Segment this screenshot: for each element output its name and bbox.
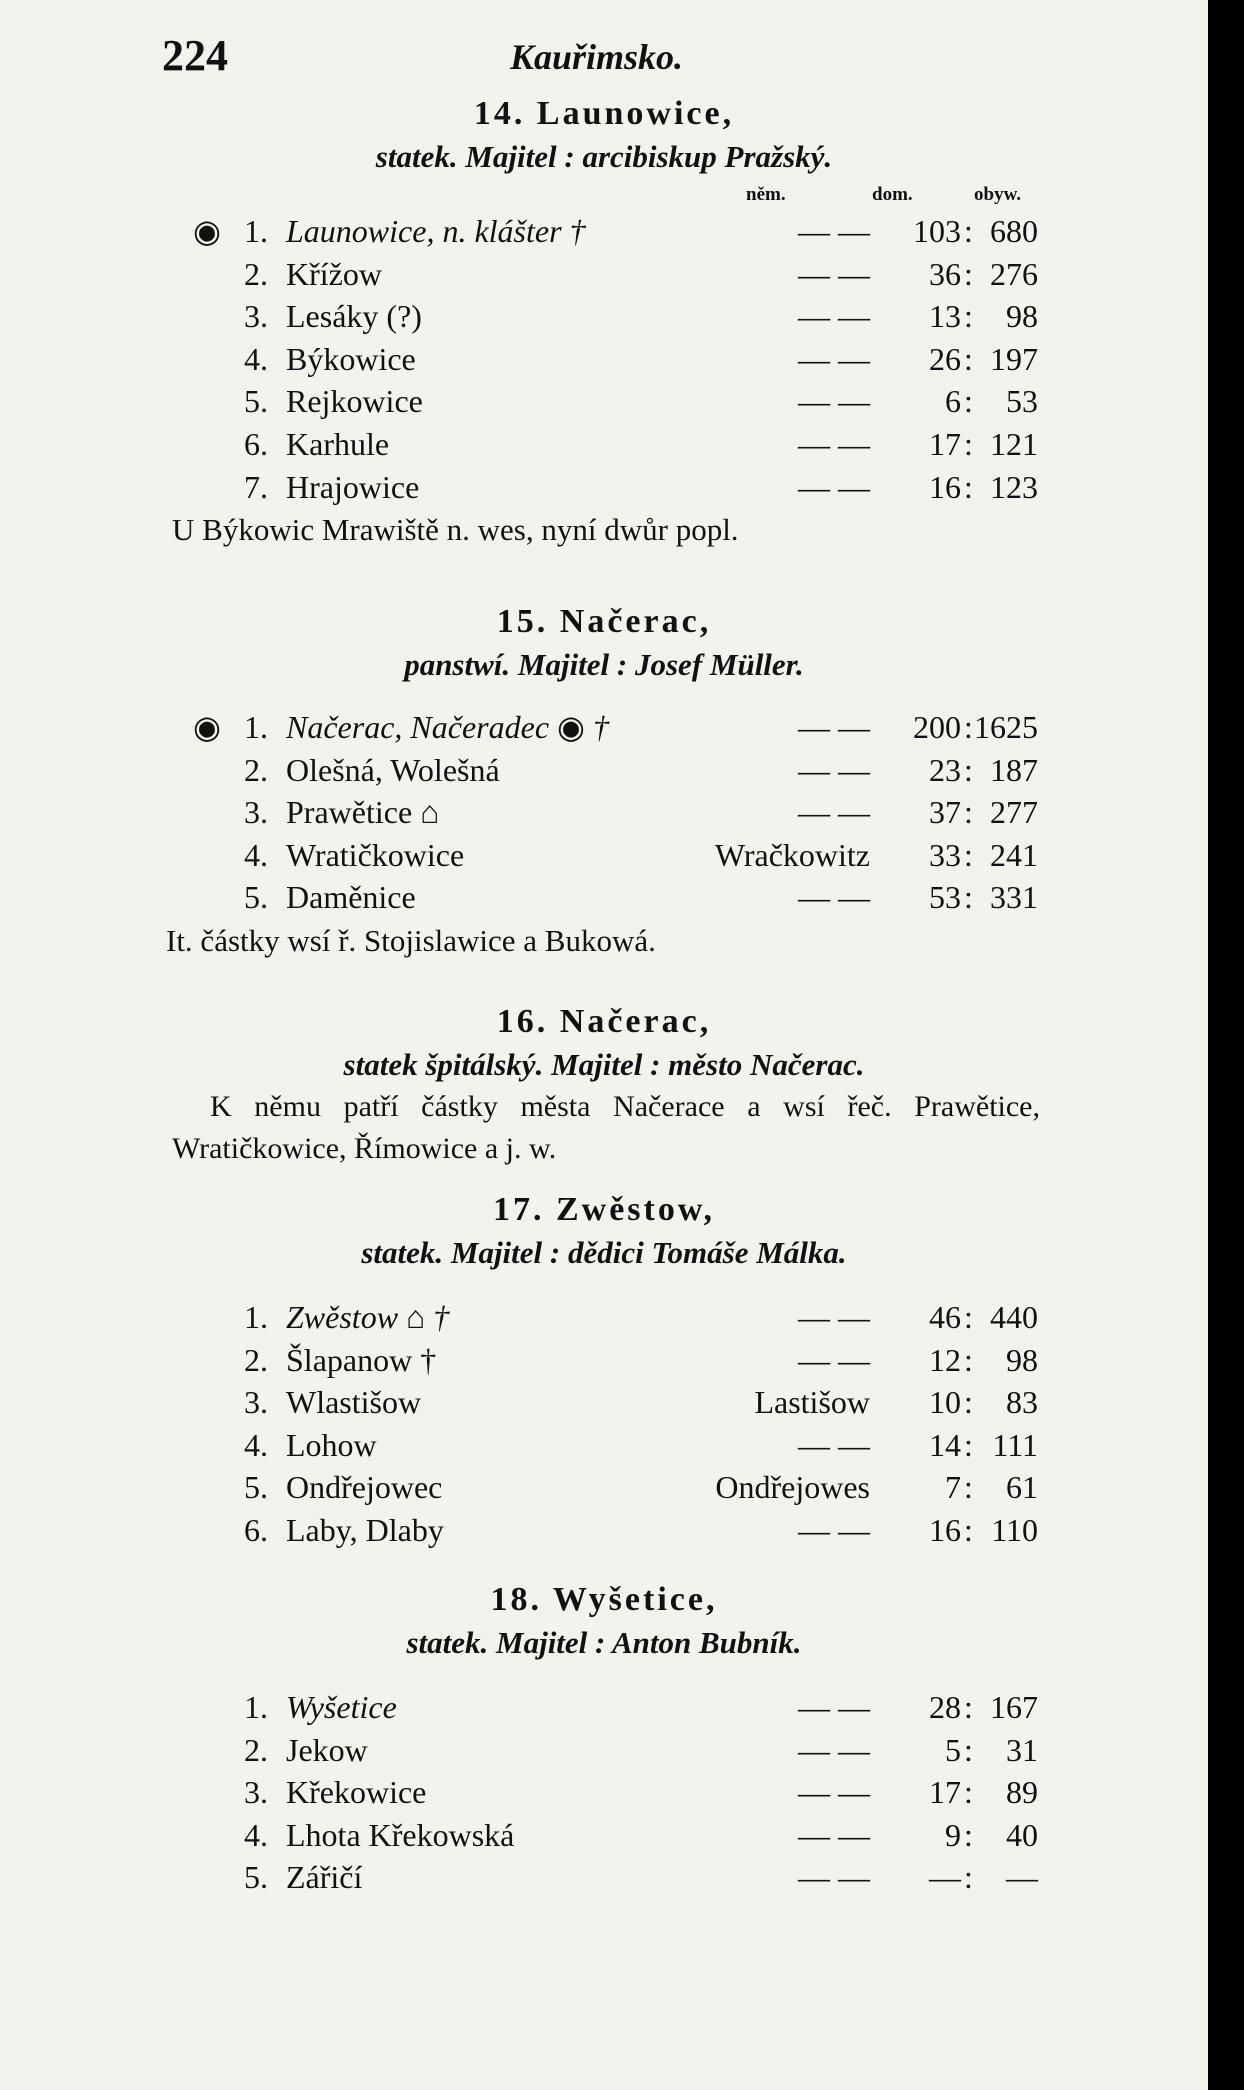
row-mark-icon: ◉ [193, 709, 221, 745]
row-number: 4. [244, 1816, 268, 1853]
row-number: 5. [244, 383, 268, 420]
row-number: 6. [244, 425, 268, 462]
inhabitants-count: 331 [990, 879, 1038, 916]
table-row [0, 423, 1208, 466]
row-number: 5. [244, 1859, 268, 1896]
place-name: Daměnice [286, 879, 416, 916]
german-name: — — [798, 1511, 870, 1548]
table-row [0, 1856, 1208, 1899]
ratio-colon: : [964, 751, 973, 788]
table-rows [0, 706, 1208, 919]
houses-count: 200 [913, 709, 961, 745]
houses-count: 10 [929, 1384, 961, 1421]
row-number: 3. [244, 1774, 268, 1811]
place-name: Lhota Křekowská [286, 1816, 515, 1853]
table-row [0, 1339, 1208, 1382]
ratio-colon: : [964, 1426, 973, 1463]
ratio-colon: : [964, 794, 973, 831]
ratio-colon: : [964, 1341, 973, 1378]
german-name: — — [798, 468, 870, 505]
scan-edge [1208, 0, 1244, 2090]
inhabitants-count: 89 [1006, 1774, 1038, 1811]
houses-count: 17 [929, 425, 961, 462]
table-row [0, 791, 1208, 834]
inhabitants-count: 680 [990, 213, 1038, 249]
houses-count: 53 [929, 879, 961, 916]
ratio-colon: : [964, 1511, 973, 1548]
section-note: It. částky wsí ř. Stojislawice a Bukowá. [166, 922, 656, 958]
section-paragraph: K němu patří částky města Načerace a wsí řeč. Prawětice, Wratičkowice, Římowice a j. w. [172, 1090, 1040, 1165]
place-name: Wyšetice [286, 1689, 397, 1725]
inhabitants-count: 1625 [974, 709, 1038, 745]
row-number: 4. [244, 836, 268, 873]
table-row [0, 834, 1208, 877]
german-name: — — [798, 340, 870, 377]
section-subtitle: statek. Majitel : arcibiskup Pražský. [375, 139, 833, 174]
german-name: — — [798, 1341, 870, 1378]
col-nem: něm. [746, 184, 786, 205]
table-rows [0, 1686, 1208, 1899]
ratio-colon: : [964, 383, 973, 420]
row-number: 5. [244, 879, 268, 916]
houses-count: 23 [929, 751, 961, 788]
section-subtitle: statek. Majitel : dědici Tomáše Málka. [361, 1235, 847, 1270]
inhabitants-count: 187 [990, 751, 1038, 788]
row-number: 1. [244, 1689, 268, 1725]
inhabitants-count: 277 [990, 794, 1038, 831]
place-name: Zářičí [286, 1859, 363, 1896]
section-18 [0, 1578, 1208, 1899]
inhabitants-count: 276 [990, 255, 1038, 292]
houses-count: 7 [945, 1469, 961, 1506]
houses-count: 16 [929, 1511, 961, 1548]
table-row [0, 380, 1208, 423]
row-number: 4. [244, 340, 268, 377]
place-name: Lohow [286, 1426, 377, 1463]
row-number: 2. [244, 255, 268, 292]
inhabitants-count: 111 [992, 1426, 1038, 1463]
row-number: 1. [244, 213, 268, 249]
inhabitants-count: 167 [990, 1689, 1038, 1725]
inhabitants-count: 83 [1006, 1384, 1038, 1421]
place-name: Olešná, Wolešná [286, 751, 500, 788]
ratio-colon: : [964, 425, 973, 462]
place-name: Býkowice [286, 340, 416, 377]
ratio-colon: : [964, 1816, 973, 1853]
place-name: Karhule [286, 425, 390, 462]
german-name: — — [798, 1689, 870, 1725]
place-name: Wratičkowice [286, 836, 465, 873]
houses-count: 9 [945, 1816, 961, 1853]
ratio-colon: : [964, 709, 973, 745]
place-name: Rejkowice [286, 383, 423, 420]
ratio-colon: : [964, 1774, 973, 1811]
place-name: Launowice, n. klášter † [286, 213, 586, 249]
german-name: — — [798, 879, 870, 916]
section-note: U Býkowic Mrawiště n. wes, nyní dwůr popl. [172, 512, 739, 548]
table-rows [0, 210, 1208, 508]
table-row [0, 466, 1208, 509]
table-row [0, 1686, 1208, 1729]
place-name: Laby, Dlaby [286, 1511, 444, 1548]
ratio-colon: : [964, 1469, 973, 1506]
german-name: — — [798, 425, 870, 462]
row-number: 2. [244, 1341, 268, 1378]
ratio-colon: : [964, 255, 973, 292]
table-row [0, 1509, 1208, 1552]
row-number: 2. [244, 1731, 268, 1768]
inhabitants-count: 110 [991, 1511, 1038, 1548]
section-title: 15. Načerac, [496, 603, 712, 640]
houses-count: 28 [929, 1689, 961, 1725]
houses-count: 17 [929, 1774, 961, 1811]
table-row [0, 1381, 1208, 1424]
place-name: Prawětice ⌂ [286, 794, 440, 831]
houses-count: 6 [945, 383, 961, 420]
german-name: — — [798, 751, 870, 788]
row-number: 1. [244, 1299, 268, 1335]
houses-count: 5 [945, 1731, 961, 1768]
row-number: 6. [244, 1511, 268, 1548]
row-mark-icon: ◉ [193, 213, 221, 249]
place-name: Ondřejowec [286, 1469, 443, 1506]
running-title: Kauřimsko. [510, 37, 684, 77]
page-header [0, 30, 1208, 90]
column-headers [0, 178, 1208, 210]
inhabitants-count: — [1006, 1859, 1038, 1896]
german-name: — — [798, 1731, 870, 1768]
place-name: Lesáky (?) [286, 298, 422, 335]
row-number: 3. [244, 298, 268, 335]
table-rows [0, 1296, 1208, 1552]
ratio-colon: : [964, 836, 973, 873]
german-name: — — [798, 1816, 870, 1853]
german-name: Lastišow [754, 1384, 870, 1421]
houses-count: 26 [929, 340, 961, 377]
houses-count: 103 [913, 213, 961, 249]
table-row [0, 749, 1208, 792]
german-name: — — [798, 213, 870, 249]
row-number: 7. [244, 468, 268, 505]
row-number: 1. [244, 709, 268, 745]
german-name: — — [798, 709, 870, 745]
row-number: 3. [244, 794, 268, 831]
table-row [0, 1814, 1208, 1857]
place-name: Hrajowice [286, 468, 420, 505]
ratio-colon: : [964, 1859, 973, 1896]
row-number: 3. [244, 1384, 268, 1421]
section-subtitle: statek. Majitel : Anton Bubník. [406, 1625, 802, 1660]
col-obyw: obyw. [974, 184, 1021, 205]
section-17 [0, 1188, 1208, 1552]
place-name: Jekow [286, 1731, 368, 1768]
houses-count: 12 [929, 1341, 961, 1378]
german-name: — — [798, 1426, 870, 1463]
ratio-colon: : [964, 1689, 973, 1725]
german-name: — — [798, 1859, 870, 1896]
section-title: 17. Zwěstow, [492, 1191, 716, 1228]
section-title: 16. Načerac, [496, 1003, 712, 1040]
section-title: 14. Launowice, [473, 95, 735, 132]
houses-count: 46 [929, 1299, 961, 1335]
table-row [0, 1296, 1208, 1339]
col-dom: dom. [872, 184, 913, 205]
table-row [0, 338, 1208, 381]
inhabitants-count: 98 [1006, 298, 1038, 335]
german-name: — — [798, 1299, 870, 1335]
section-subtitle: statek špitálský. Majitel : město Načerac. [343, 1047, 865, 1082]
ratio-colon: : [964, 1731, 973, 1768]
ratio-colon: : [964, 298, 973, 335]
place-name: Wlastišow [286, 1384, 422, 1421]
table-row [0, 1424, 1208, 1467]
table-row [0, 706, 1208, 749]
inhabitants-count: 440 [990, 1299, 1038, 1335]
houses-count: 37 [929, 794, 961, 831]
ratio-colon: : [964, 1384, 973, 1421]
inhabitants-count: 61 [1006, 1469, 1038, 1506]
ratio-colon: : [964, 340, 973, 377]
inhabitants-count: 53 [1006, 383, 1038, 420]
table-row [0, 295, 1208, 338]
inhabitants-count: 40 [1006, 1816, 1038, 1853]
place-name: Zwěstow ⌂ † [286, 1299, 450, 1335]
table-row [0, 1466, 1208, 1509]
place-name: Šlapanow † [286, 1341, 437, 1378]
section-15 [0, 600, 1208, 963]
table-row [0, 1729, 1208, 1772]
table-row [0, 210, 1208, 253]
table-row [0, 1771, 1208, 1814]
inhabitants-count: 98 [1006, 1341, 1038, 1378]
place-name: Křekowice [286, 1774, 427, 1811]
section-14 [0, 92, 1208, 552]
row-number: 4. [244, 1426, 268, 1463]
ratio-colon: : [964, 213, 973, 249]
place-name: Křížow [286, 255, 382, 292]
german-name: — — [798, 794, 870, 831]
houses-count: 16 [929, 468, 961, 505]
inhabitants-count: 121 [990, 425, 1038, 462]
row-number: 2. [244, 751, 268, 788]
inhabitants-count: 123 [990, 468, 1038, 505]
german-name: — — [798, 1774, 870, 1811]
german-name: — — [798, 383, 870, 420]
table-row [0, 253, 1208, 296]
inhabitants-count: 31 [1006, 1731, 1038, 1768]
german-name: — — [798, 298, 870, 335]
table-row [0, 876, 1208, 919]
section-16 [0, 1000, 1208, 1170]
ratio-colon: : [964, 879, 973, 916]
page-number: 224 [162, 31, 228, 80]
row-number: 5. [244, 1469, 268, 1506]
houses-count: 14 [929, 1426, 961, 1463]
houses-count: 33 [929, 836, 961, 873]
inhabitants-count: 197 [990, 340, 1038, 377]
german-name: Ondřejowes [715, 1469, 870, 1506]
section-subtitle: panstwí. Majitel : Josef Müller. [404, 647, 804, 682]
german-name: Wračkowitz [714, 836, 870, 873]
german-name: — — [798, 255, 870, 292]
houses-count: — [929, 1859, 961, 1896]
houses-count: 36 [929, 255, 961, 292]
place-name: Načerac, Načeradec ◉ † [286, 709, 609, 745]
section-title: 18. Wyšetice, [490, 1581, 718, 1618]
houses-count: 13 [929, 298, 961, 335]
ratio-colon: : [964, 1299, 973, 1335]
ratio-colon: : [964, 468, 973, 505]
inhabitants-count: 241 [990, 836, 1038, 873]
